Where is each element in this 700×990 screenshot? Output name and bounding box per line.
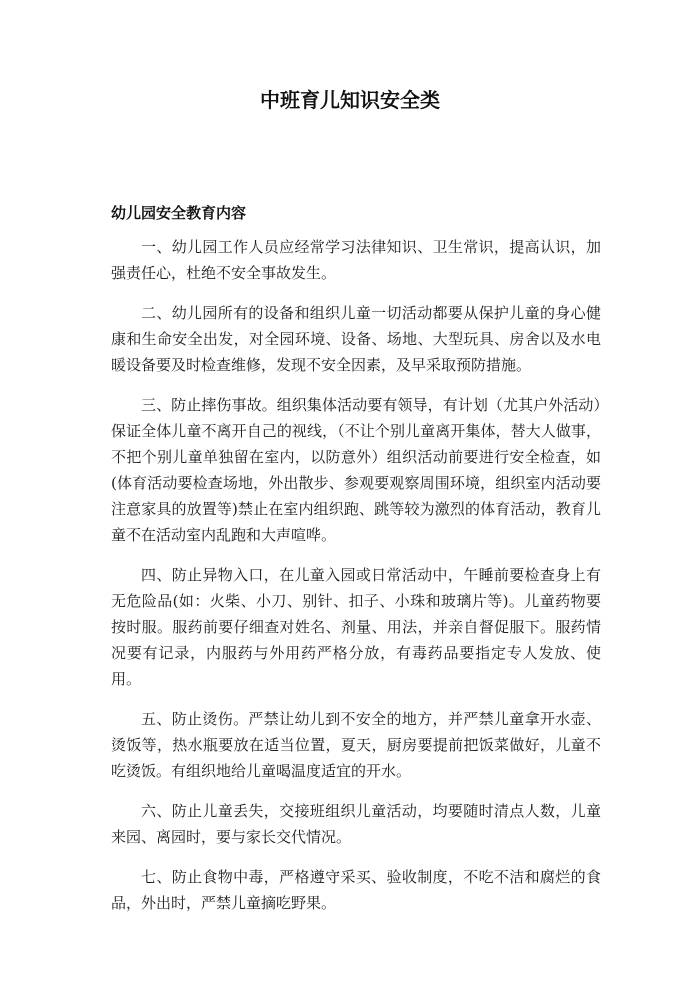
- paragraph-3: 三、防止摔伤事故。组织集体活动要有领导，有计划（尤其户外活动）保证全体儿童不离开自己的视线，（不让个别儿童离开集体，替大人做事，不把个别儿童单独留在室内，以防意外）组织活动前要进行安全检查，如(体育活动要检查场地，外出散步、参观要观察周围环境，组织室内活动要注意家具的放置等)禁止在室内组织跑、跳等较为激烈的体育活动，教育儿童不在活动室内乱跑和大声喧哗。: [111, 396, 601, 544]
- paragraph-6: 六、防止儿童丢失，交接班组织儿童活动，均要随时清点人数，儿童来园、离园时，要与家长交代情况。: [111, 802, 601, 846]
- paragraph-4: 四、防止异物入口，在儿童入园或日常活动中，午睡前要检查身上有无危险品(如：火柴、小刀、别针、扣子、小珠和玻璃片等)。儿童药物要按时服。服药前要仔细查对姓名、剂量、用法，并亲自督促服下。服药情况要有记录，内服药与外用药严格分放，有毒药品要指定专人发放、使用。: [111, 566, 601, 688]
- document-body: [111, 200, 601, 930]
- paragraph-5: 五、防止烫伤。严禁让幼儿到不安全的地方，并严禁儿童拿开水壶、烫饭等，热水瓶要放在适当位置，夏天，厨房要提前把饭菜做好，儿童不吃烫饭。有组织地给儿童喝温度适宜的开水。: [111, 710, 601, 780]
- paragraph-2: 二、幼儿园所有的设备和组织儿童一切活动都要从保护儿童的身心健康和生命安全出发，对全园环境、设备、场地、大型玩具、房舍以及水电暖设备要及时检查维修，发现不安全因素，及早采取预防措施。: [111, 304, 601, 374]
- page-title: 中班育儿知识安全类: [260, 88, 440, 112]
- paragraph-7: 七、防止食物中毒，严格遵守采买、验收制度，不吃不洁和腐烂的食品，外出时，严禁儿童摘吃野果。: [111, 868, 601, 912]
- section-heading: 幼儿园安全教育内容: [111, 204, 247, 222]
- paragraph-1: 一、幼儿园工作人员应经常学习法律知识、卫生常识，提高认识，加强责任心，杜绝不安全事故发生。: [111, 238, 601, 282]
